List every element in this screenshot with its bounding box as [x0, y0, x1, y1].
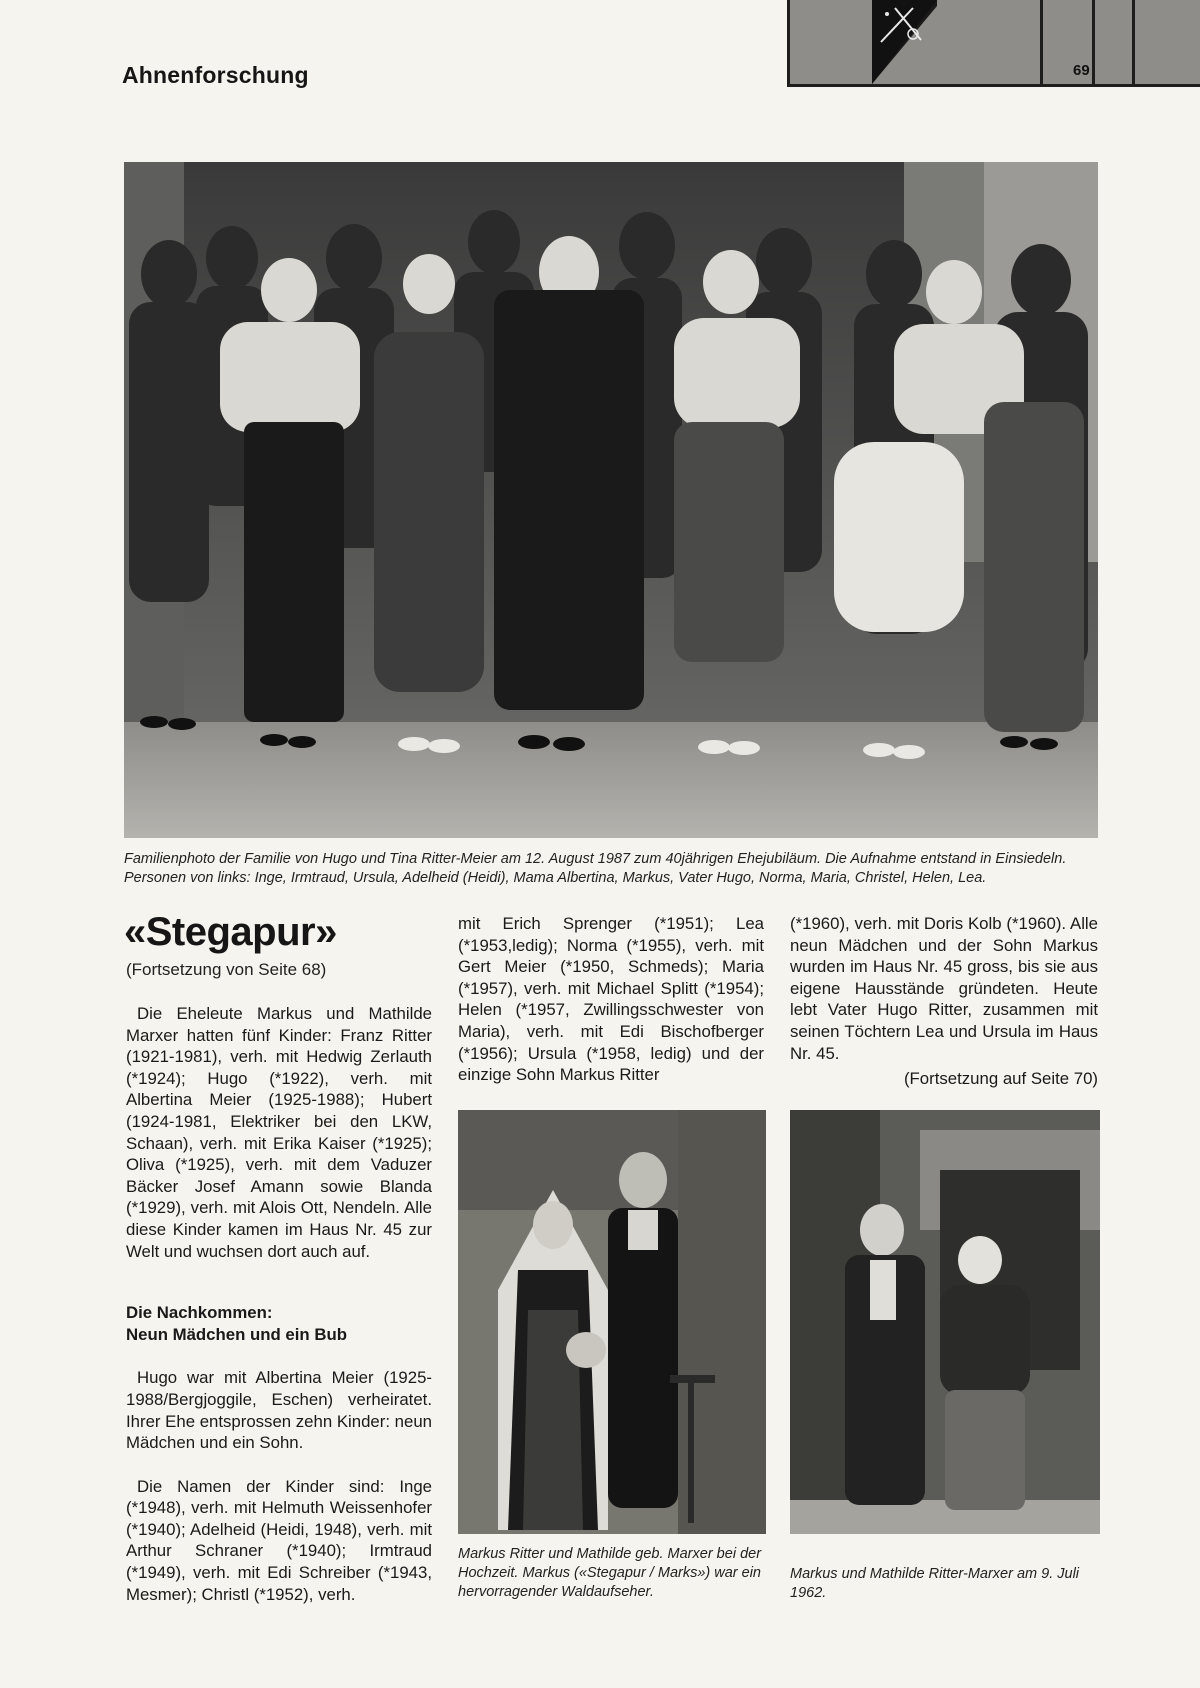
family-photo-image	[124, 162, 1098, 838]
section-title: Ahnenforschung	[122, 62, 309, 88]
couple-photo-image	[790, 1110, 1100, 1534]
wedding-photo-image	[458, 1110, 766, 1534]
paragraph: Die Eheleute Markus und Mathilde Marxer hatten fünf Kinder: Franz Ritter (1921-1981), verh. mit Hedwig Zerlauth (*1924); Hugo (*1922), verh. mit Albertina Meier (1925-1988); Hubert (1924-1981, Elektriker bei den LKW, Schaan), verh. mit Erika Kaiser (*1925); Oliva (*1925), verh. mit dem Vaduzer Bäcker Josef Amann sowie Blanda (*1929), verh. mit Alois Ott, Nendeln. Alle diese Kinder kamen im Haus Nr. 45 zur Welt und wuchsen dort auch auf.	[126, 1004, 432, 1261]
paragraph: mit Erich Sprenger (*1951); Lea (*1953,ledig); Norma (*1955), verh. mit Gert Meier (*1950, Schmeds); Maria (*1957), verh. mit Michael Splitt (*1954); Helen (*1957, Zwillingsschwester von Maria), verh. mit Edi Bischofberger (*1956); Ursula (*1958, ledig) und der einzige Sohn Markus Ritter	[458, 914, 764, 1085]
family-photo	[124, 162, 1098, 838]
paragraph: Die Namen der Kinder sind: Inge (*1948), verh. mit Helmuth Weissenhofer (*1940); Adelheid (Heidi, 1948), verh. mit Arthur Schraner (*1940); Irmtraud (*1949), verh. mit Edi Schreiber (*1943, Mesmer); Christl (*1952), verh.	[126, 1476, 432, 1604]
corner-graphic	[787, 0, 1200, 84]
column-3	[790, 913, 1098, 1090]
continued-from: (Fortsetzung von Seite 68)	[126, 960, 327, 979]
family-photo-caption: Familienphoto der Familie von Hugo und Tina Ritter-Meier am 12. August 1987 zum 40jährigen Ehejubiläum. Die Aufnahme entstand in Einsiedeln. Personen von links: Inge, Irmtraud, Ursula, Adelheid (Heidi), Mama Albertina, Markus, Vater Hugo, Norma, Maria, Christel, Helen, Lea.	[124, 851, 1067, 886]
column-2	[458, 913, 764, 1108]
continued-on: (Fortsetzung auf Seite 70)	[903, 1069, 1098, 1089]
subheading: Die Nachkommen:	[126, 1303, 273, 1323]
corner-tab	[787, 0, 1200, 87]
wedding-photo-caption: Markus Ritter und Mathilde geb. Marxer bei der Hochzeit. Markus («Stegapur / Marks») war ein hervorragender Waldaufseher.	[458, 1546, 762, 1600]
wedding-photo	[458, 1110, 766, 1534]
page-number: 69	[1073, 62, 1090, 79]
article-title: «Stegapur»	[124, 910, 337, 954]
subheading: Neun Mädchen und ein Bub	[126, 1324, 347, 1344]
paragraph: Hugo war mit Albertina Meier (1925-1988/Bergjoggile, Eschen) verheiratet. Ihrer Ehe entsprossen zehn Kinder: neun Mädchen und ein Sohn.	[126, 1368, 432, 1453]
paragraph: (*1960), verh. mit Doris Kolb (*1960). Alle neun Mädchen und der Sohn Markus wurden im Haus Nr. 45 gross, bis sie aus eigene Hausstände gründeten. Heute lebt Vater Hugo Ritter, zusammen mit seinen Töchtern Lea und Ursula im Haus Nr. 45.	[790, 914, 1098, 1063]
couple-photo-caption: Markus und Mathilde Ritter-Marxer am 9. Juli 1962.	[790, 1566, 1080, 1601]
coat-of-arms-icon	[873, 2, 933, 48]
couple-photo	[790, 1110, 1100, 1534]
column-1	[126, 1003, 432, 1627]
